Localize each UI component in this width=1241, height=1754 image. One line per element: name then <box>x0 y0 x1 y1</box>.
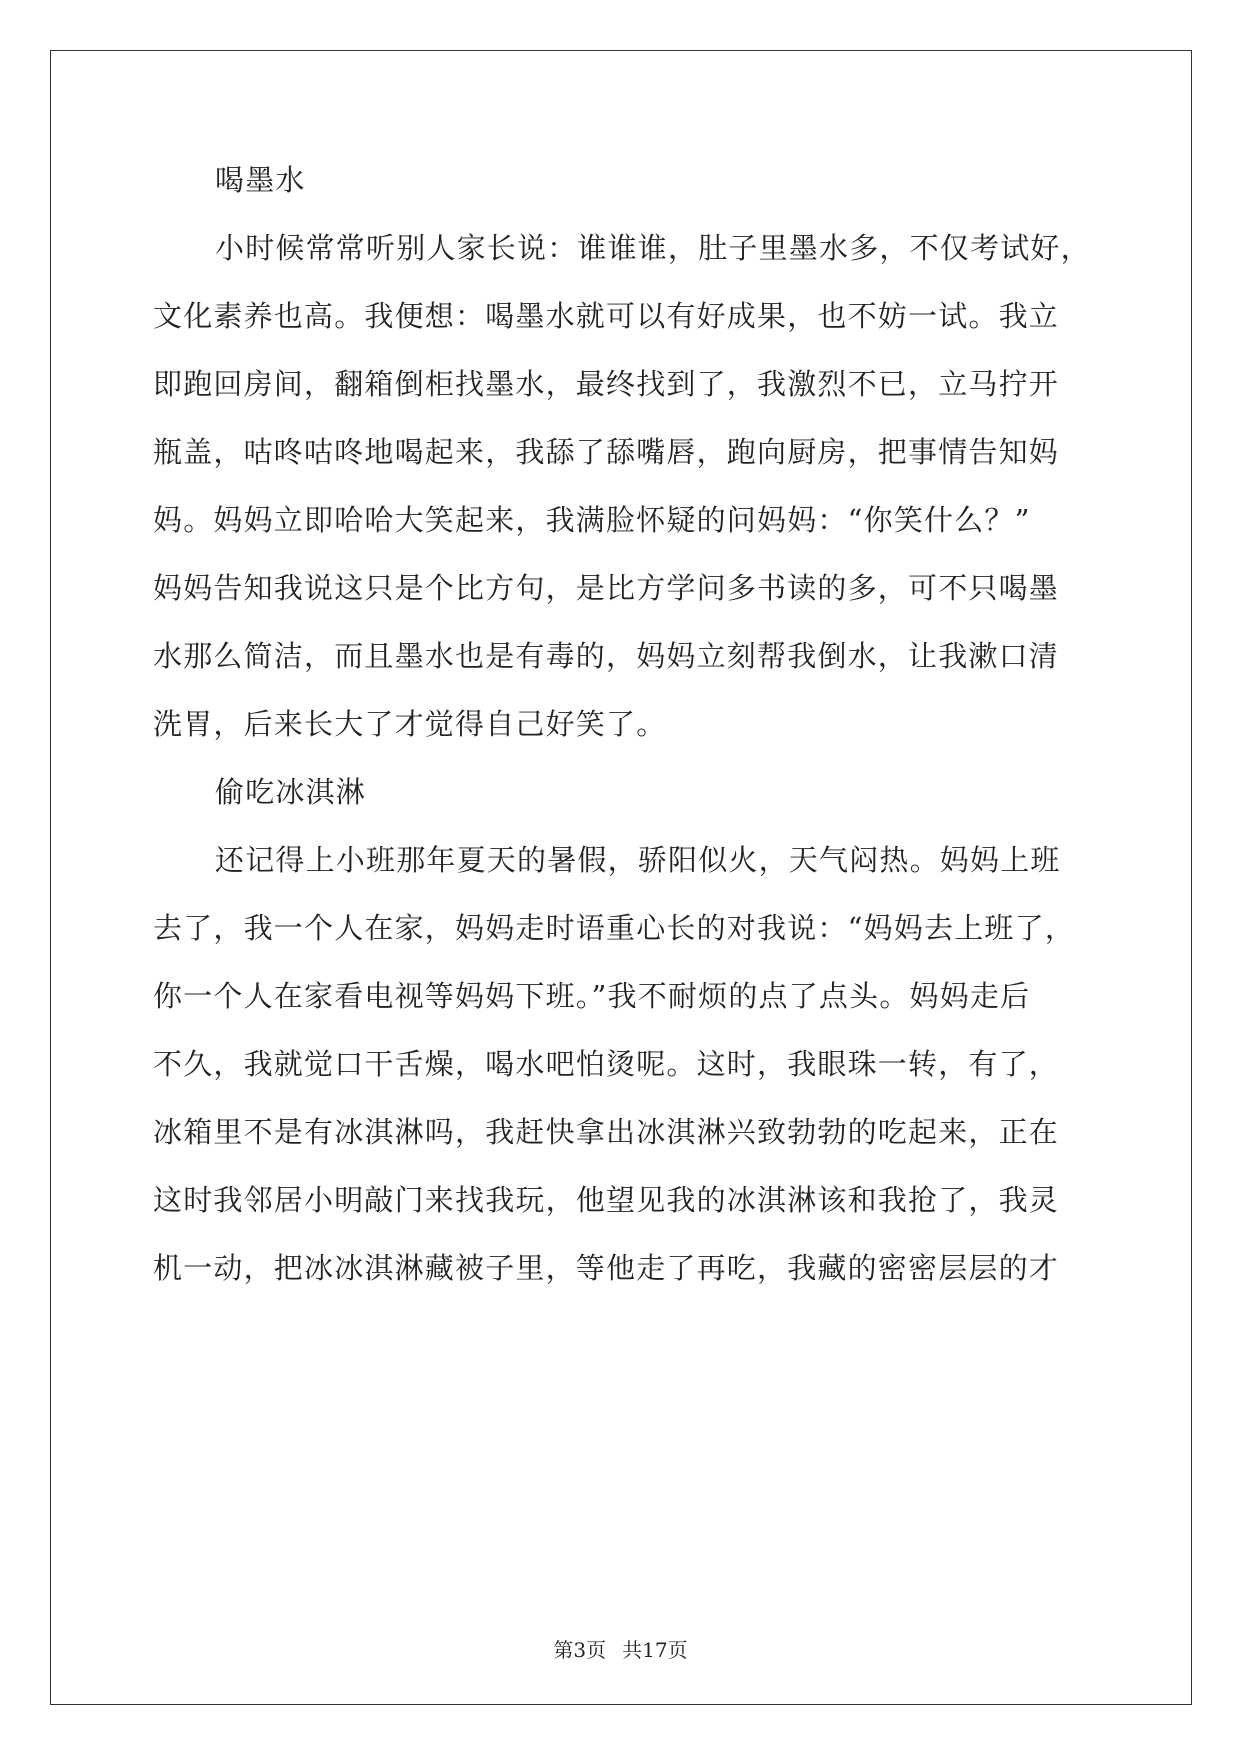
paragraph-line: 妈。妈妈立即哈哈大笑起来，我满脸怀疑的问妈妈：“你笑什么？” <box>153 503 1031 537</box>
paragraph-line: 机一动，把冰冰淇淋藏被子里，等他走了再吃，我藏的密密层层的才 <box>153 1251 1060 1285</box>
total-page-count: 共17页 <box>622 1638 688 1662</box>
paragraph-line: 还记得上小班那年夏天的暑假，骄阳似火，天气闷热。妈妈上班 <box>215 843 1061 877</box>
section-title-ice-cream: 偷吃冰淇淋 <box>215 775 367 809</box>
paragraph-line: 小时候常常听别人家长说：谁谁谁，肚子里墨水多，不仅考试好， <box>215 231 1091 265</box>
paragraph-line: 水那么简洁，而且墨水也是有毒的，妈妈立刻帮我倒水，让我漱口清 <box>153 639 1060 673</box>
page-footer <box>0 1634 1241 1663</box>
paragraph-line: 这时我邻居小明敲门来找我玩，他望见我的冰淇淋该和我抢了，我灵 <box>153 1183 1060 1217</box>
paragraph-line: 妈妈告知我说这只是个比方句，是比方学问多书读的多，可不只喝墨 <box>153 571 1060 605</box>
paragraph-line: 洗胃，后来长大了才觉得自己好笑了。 <box>153 707 667 741</box>
paragraph-line: 你一个人在家看电视等妈妈下班。”我不耐烦的点了点头。妈妈走后 <box>153 979 1031 1013</box>
paragraph-line: 冰箱里不是有冰淇淋吗，我赶快拿出冰淇淋兴致勃勃的吃起来，正在 <box>153 1115 1060 1149</box>
paragraph-line: 文化素养也高。我便想：喝墨水就可以有好成果，也不妨一试。我立 <box>153 299 1060 333</box>
current-page-number: 第3页 <box>553 1638 607 1662</box>
paragraph-line: 即跑回房间，翻箱倒柜找墨水，最终找到了，我激烈不已，立马拧开 <box>153 367 1060 401</box>
paragraph-line: 去了，我一个人在家，妈妈走时语重心长的对我说：“妈妈去上班了， <box>153 911 1076 945</box>
paragraph-line: 不久，我就觉口干舌燥，喝水吧怕烫呢。这时，我眼珠一转，有了， <box>153 1047 1060 1081</box>
section-title-drink-ink: 喝墨水 <box>215 163 306 197</box>
paragraph-line: 瓶盖，咕咚咕咚地喝起来，我舔了舔嘴唇，跑向厨房，把事情告知妈 <box>153 435 1060 469</box>
